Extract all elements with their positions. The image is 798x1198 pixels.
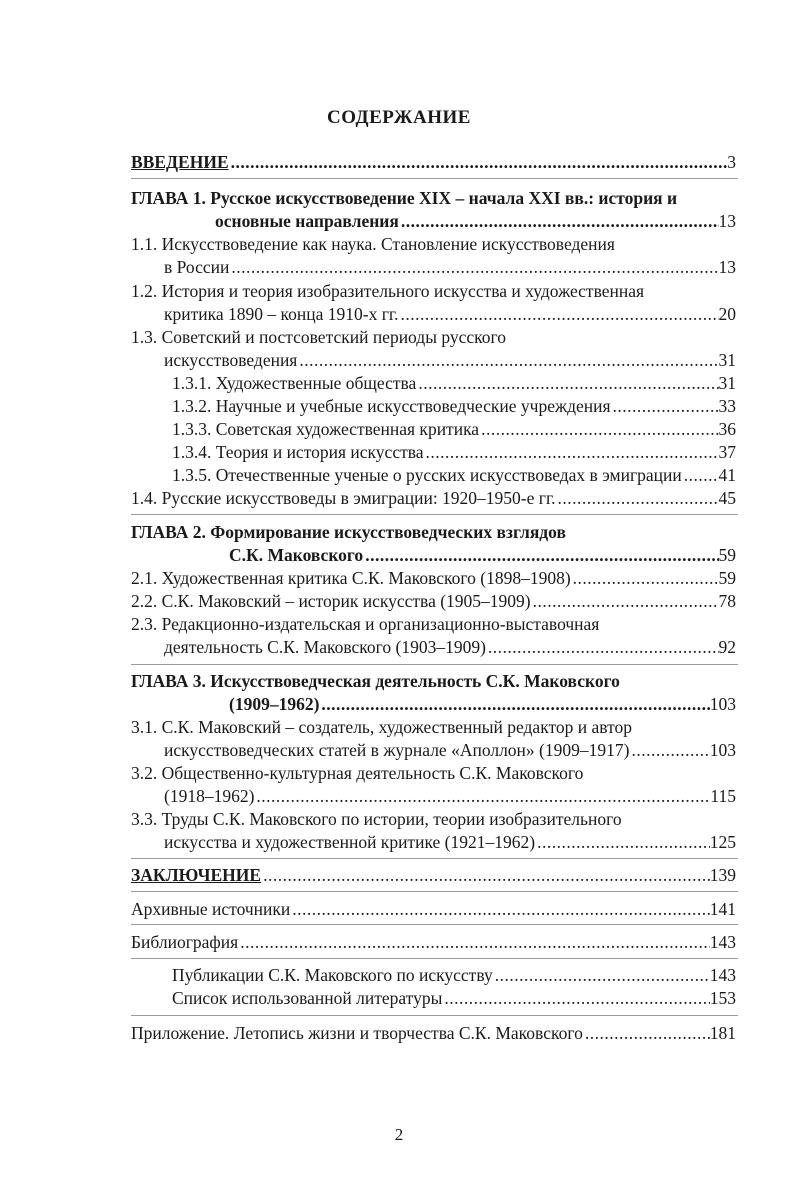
toc-entry-title: 1.4. Русские искусствоведы в эмиграции: 1920–1950-е гг. — [131, 488, 556, 508]
section-divider — [131, 891, 738, 892]
leader-dots — [531, 590, 719, 613]
toc-page-number: 143 — [709, 965, 736, 985]
toc-entry-3-1 — [131, 716, 632, 739]
section-divider — [131, 958, 738, 959]
leader-dots — [535, 831, 710, 854]
toc-entry-intro — [131, 151, 736, 174]
toc-entry-1-3 — [131, 326, 506, 349]
toc-page-number: 103 — [709, 740, 736, 760]
toc-page-number: 36 — [718, 419, 736, 439]
toc-entry-literature — [172, 987, 736, 1010]
toc-page-number: 31 — [718, 350, 736, 370]
toc-page-number: 141 — [709, 899, 736, 919]
leader-dots — [254, 785, 710, 808]
leader-dots — [229, 256, 718, 279]
toc-page-number: 103 — [709, 694, 736, 714]
toc-entry-3-2 — [131, 762, 583, 785]
toc-entry-2-2 — [131, 590, 736, 613]
toc-page-number: 3 — [727, 152, 736, 172]
toc-page-number: 59 — [718, 568, 736, 588]
section-divider — [131, 664, 738, 665]
toc-entry-1-3-4 — [172, 441, 736, 464]
toc-entry-title: 1.2. История и теория изобразительного искусства и художественная — [131, 281, 645, 301]
toc-entry-chapter-2-cont — [229, 544, 736, 567]
toc-entry-title: ЗАКЛЮЧЕНИЕ — [131, 865, 262, 885]
page-title: СОДЕРЖАНИЕ — [327, 107, 471, 128]
toc-entry-title: 3.1. С.К. Маковский – создатель, художественный редактор и автор — [131, 717, 633, 737]
toc-page-number: 139 — [709, 865, 736, 885]
leader-dots — [261, 864, 710, 887]
leader-dots — [398, 303, 718, 326]
toc-entry-1-3-cont — [164, 349, 736, 372]
toc-entry-title: (1918–1962) — [164, 786, 255, 806]
toc-entry-3-1-cont — [164, 739, 736, 762]
toc-entry-title: Библиография — [131, 932, 239, 952]
toc-entry-title: 1.3.1. Художественные общества — [172, 373, 417, 393]
toc-entry-title: ГЛАВА 1. Русское искусствоведение XIX – начала XXI вв.: история и — [131, 188, 678, 208]
toc-page-number: 153 — [709, 988, 736, 1008]
toc-entry-title: 2.2. С.К. Маковский – историк искусства (1905–1909) — [131, 591, 531, 611]
toc-entry-title: 2.1. Художественная критика С.К. Маковского (1898–1908) — [131, 568, 571, 588]
toc-entry-title: Публикации С.К. Маковского по искусству — [172, 965, 493, 985]
leader-dots — [629, 739, 709, 762]
toc-entry-title: 3.3. Труды С.К. Маковского по истории, теории изобразительного — [131, 809, 622, 829]
toc-entry-title: 3.2. Общественно-культурная деятельность С.К. Маковского — [131, 763, 584, 783]
toc-page-number: 37 — [718, 442, 736, 462]
toc-entry-title: в России — [164, 257, 230, 277]
page-number: 2 — [394, 1125, 404, 1144]
toc-entry-chapter-3-cont — [229, 693, 736, 716]
toc-entry-conclusion — [131, 864, 736, 887]
toc-page-number: 181 — [709, 1023, 736, 1043]
toc-page-number: 125 — [709, 832, 736, 852]
toc-entry-chapter-1-cont — [215, 210, 736, 233]
toc-entry-title: 1.3.2. Научные и учебные искусствоведческие учреждения — [172, 396, 611, 416]
section-divider — [131, 924, 738, 925]
toc-page-number: 115 — [710, 786, 736, 806]
toc-entry-2-3-cont — [164, 636, 736, 659]
toc-entry-chapter-2 — [131, 521, 566, 544]
toc-page-number: 31 — [718, 373, 736, 393]
toc-entry-3-2-cont — [164, 785, 736, 808]
toc-entry-chapter-1 — [131, 187, 677, 210]
toc-entry-title: 1.3.4. Теория и история искусства — [172, 442, 424, 462]
toc-page-number: 13 — [718, 211, 736, 231]
toc-entry-1-2 — [131, 280, 644, 303]
leader-dots — [297, 349, 718, 372]
toc-entry-title: искусствоведения — [164, 350, 298, 370]
section-divider — [131, 858, 738, 859]
toc-entry-title: Список использованной литературы — [172, 988, 443, 1008]
toc-entry-1-3-3 — [172, 418, 736, 441]
toc-entry-title: С.К. Маковского — [229, 545, 364, 565]
toc-entry-3-3 — [131, 808, 622, 831]
leader-dots — [319, 693, 709, 716]
toc-entry-1-3-2 — [172, 395, 736, 418]
leader-dots — [363, 544, 718, 567]
toc-entry-title: ГЛАВА 2. Формирование искусствоведческих взглядов — [131, 522, 566, 542]
toc-entry-title: 1.3.3. Советская художественная критика — [172, 419, 480, 439]
toc-entry-title: критика 1890 – конца 1910-х гг. — [164, 304, 399, 324]
leader-dots — [442, 987, 709, 1010]
toc-entry-title: ГЛАВА 3. Искусствоведческая деятельность С.К. Маковского — [131, 671, 620, 691]
toc-entry-title: деятельность С.К. Маковского (1903–1909) — [164, 637, 486, 657]
toc-entry-2-3 — [131, 613, 599, 636]
toc-entry-2-1 — [131, 567, 736, 590]
leader-dots — [238, 931, 710, 954]
section-divider — [131, 514, 738, 515]
leader-dots — [399, 210, 719, 233]
toc-entry-archives — [131, 898, 736, 921]
section-divider — [131, 178, 738, 179]
leader-dots — [583, 1022, 710, 1045]
toc-entry-1-1-cont — [164, 256, 736, 279]
toc-entry-title: искусства и художественной критике (1921–1962) — [164, 832, 536, 852]
toc-entry-appendix — [131, 1022, 736, 1045]
toc-page-number: 143 — [709, 932, 736, 952]
toc-entry-title: искусствоведческих статей в журнале «Аполлон» (1909–1917) — [164, 740, 630, 760]
toc-entry-3-3-cont — [164, 831, 736, 854]
toc-page-number: 92 — [718, 637, 736, 657]
toc-entry-1-3-1 — [172, 372, 736, 395]
toc-entry-1-4 — [131, 487, 736, 510]
leader-dots — [424, 441, 719, 464]
leader-dots — [290, 898, 709, 921]
toc-page-number: 13 — [718, 257, 736, 277]
toc-entry-title: Приложение. Летопись жизни и творчества С.К. Маковского — [131, 1023, 583, 1043]
toc-page-number: 33 — [718, 396, 736, 416]
leader-dots — [229, 151, 728, 174]
leader-dots — [611, 395, 719, 418]
toc-entry-title: Архивные источники — [131, 899, 291, 919]
toc-entry-1-2-cont — [164, 303, 736, 326]
toc-entry-title: 1.3. Советский и постсоветский периоды русского — [131, 327, 507, 347]
toc-entry-publications — [172, 964, 736, 987]
section-divider — [131, 1015, 738, 1016]
leader-dots — [556, 487, 719, 510]
leader-dots — [486, 636, 719, 659]
leader-dots — [479, 418, 718, 441]
toc-entry-title: 2.3. Редакционно-издательская и организационно-выставочная — [131, 614, 600, 634]
toc-page-number: 41 — [718, 465, 736, 485]
leader-dots — [493, 964, 710, 987]
leader-dots — [682, 464, 719, 487]
toc-page-number: 59 — [718, 545, 736, 565]
leader-dots — [416, 372, 718, 395]
toc-entry-title: ВВЕДЕНИЕ — [131, 152, 229, 172]
toc-entry-title: основные направления — [215, 211, 399, 231]
toc-entry-bibliography — [131, 931, 736, 954]
toc-entry-title: (1909–1962) — [229, 694, 320, 714]
toc-page-number: 45 — [718, 488, 736, 508]
toc-page-number: 78 — [718, 591, 736, 611]
toc-entry-1-1 — [131, 233, 615, 256]
toc-entry-title: 1.3.5. Отечественные ученые о русских искусствоведах в эмиграции — [172, 465, 682, 485]
toc-entry-chapter-3 — [131, 670, 620, 693]
toc-page-number: 20 — [718, 304, 736, 324]
toc-entry-title: 1.1. Искусствоведение как наука. Становление искусствоведения — [131, 234, 615, 254]
leader-dots — [571, 567, 719, 590]
toc-entry-1-3-5 — [172, 464, 736, 487]
